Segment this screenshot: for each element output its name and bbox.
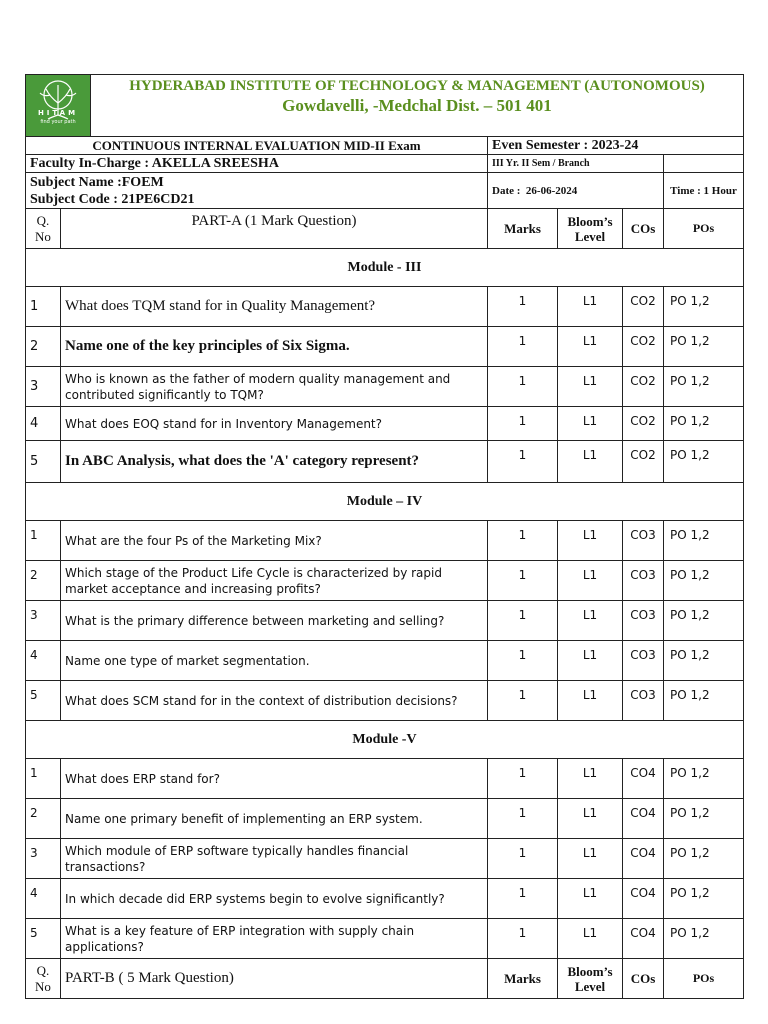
question-number: 3: [26, 839, 61, 879]
question-text: What are the four Ps of the Marketing Mix?: [61, 521, 488, 561]
question-co: CO3: [623, 561, 664, 601]
question-bloom-level: L1: [558, 327, 623, 367]
question-number: 2: [26, 561, 61, 601]
question-po: PO 1,2: [664, 799, 744, 839]
exam-table: [25, 74, 744, 999]
question-number: 3: [26, 601, 61, 641]
institute-name: HYDERABAD INSTITUTE OF TECHNOLOGY & MANAGEMENT (AUTONOMOUS): [129, 78, 705, 94]
question-co: CO4: [623, 839, 664, 879]
date-value: 26-06-2024: [525, 184, 578, 197]
question-bloom-level: L1: [558, 367, 623, 407]
part-b-qno-header: Q. No: [26, 959, 61, 999]
part-b-cos-header: COs: [623, 959, 664, 999]
question-po: PO 1,2: [664, 441, 744, 483]
question-bloom-level: L1: [558, 561, 623, 601]
module-title: Module -V: [26, 721, 744, 759]
module-row: [26, 249, 744, 287]
question-marks: 1: [488, 879, 558, 919]
question-row: [26, 561, 744, 601]
year-branch: III Yr. II Sem / Branch: [488, 155, 664, 173]
question-bloom-level: L1: [558, 407, 623, 441]
question-marks: 1: [488, 521, 558, 561]
question-number: 3: [26, 367, 61, 407]
question-marks: 1: [488, 367, 558, 407]
question-bloom-level: L1: [558, 521, 623, 561]
question-po: PO 1,2: [664, 641, 744, 681]
question-po: PO 1,2: [664, 681, 744, 721]
question-po: PO 1,2: [664, 839, 744, 879]
question-bloom-level: L1: [558, 759, 623, 799]
question-number: 5: [26, 441, 61, 483]
part-b-marks-header: Marks: [488, 959, 558, 999]
question-marks: 1: [488, 561, 558, 601]
question-marks: 1: [488, 441, 558, 483]
question-text: What is the primary difference between marketing and selling?: [61, 601, 488, 641]
question-co: CO3: [623, 641, 664, 681]
question-row: [26, 441, 744, 483]
part-b-pos-header: POs: [664, 959, 744, 999]
question-text: Name one primary benefit of implementing an ERP system.: [61, 799, 488, 839]
question-row: [26, 839, 744, 879]
hitam-logo: [26, 75, 91, 137]
question-co: CO4: [623, 879, 664, 919]
question-text: Name one type of market segmentation.: [61, 641, 488, 681]
question-po: PO 1,2: [664, 287, 744, 327]
question-number: 1: [26, 287, 61, 327]
question-co: CO2: [623, 407, 664, 441]
institute-header: [91, 75, 744, 137]
module-title: Module - III: [26, 249, 744, 287]
subject-name: Subject Name :FOEM: [30, 174, 164, 190]
question-co: CO3: [623, 521, 664, 561]
pos-header: POs: [664, 209, 744, 249]
question-bloom-level: L1: [558, 839, 623, 879]
question-number: 4: [26, 879, 61, 919]
semester: Even Semester : 2023-24: [488, 137, 744, 155]
qno-header: Q. No: [26, 209, 61, 249]
question-text: What does EOQ stand for in Inventory Management?: [61, 407, 488, 441]
question-co: CO2: [623, 367, 664, 407]
question-text: Which stage of the Product Life Cycle is characterized by rapid market acceptance and increasing profits?: [61, 561, 488, 601]
subject-code: Subject Code : 21PE6CD21: [30, 191, 195, 207]
question-text: What does SCM stand for in the context of distribution decisions?: [61, 681, 488, 721]
date-label: Date :: [492, 184, 521, 197]
time-cell: Time : 1 Hour: [664, 173, 744, 209]
question-po: PO 1,2: [664, 327, 744, 367]
question-po: PO 1,2: [664, 561, 744, 601]
logo-text: HITAM: [37, 109, 79, 117]
question-number: 1: [26, 759, 61, 799]
question-text: Name one of the key principles of Six Sigma.: [61, 327, 488, 367]
question-bloom-level: L1: [558, 919, 623, 959]
question-bloom-level: L1: [558, 799, 623, 839]
question-row: [26, 407, 744, 441]
marks-header: Marks: [488, 209, 558, 249]
question-row: [26, 681, 744, 721]
question-number: 1: [26, 521, 61, 561]
question-marks: 1: [488, 919, 558, 959]
branch-blank: [664, 155, 744, 173]
institute-address: Gowdavelli, -Medchal Dist. – 501 401: [282, 96, 552, 115]
date-cell: [488, 173, 664, 209]
question-row: [26, 601, 744, 641]
question-po: PO 1,2: [664, 759, 744, 799]
question-bloom-level: L1: [558, 287, 623, 327]
question-co: CO3: [623, 681, 664, 721]
module-row: [26, 483, 744, 521]
question-marks: 1: [488, 799, 558, 839]
question-marks: 1: [488, 601, 558, 641]
part-b-title: PART-B ( 5 Mark Question): [61, 959, 488, 999]
question-bloom-level: L1: [558, 601, 623, 641]
question-row: [26, 879, 744, 919]
exam-title: CONTINUOUS INTERNAL EVALUATION MID-II Exam: [26, 137, 488, 155]
question-number: 5: [26, 919, 61, 959]
question-marks: 1: [488, 641, 558, 681]
question-text: Which module of ERP software typically handles financial transactions?: [61, 839, 488, 879]
question-co: CO2: [623, 327, 664, 367]
question-text: What does ERP stand for?: [61, 759, 488, 799]
question-po: PO 1,2: [664, 407, 744, 441]
part-a-title: PART-A (1 Mark Question): [61, 209, 488, 249]
question-text: What does TQM stand for in Quality Management?: [61, 287, 488, 327]
question-row: [26, 641, 744, 681]
subject-info: [26, 173, 488, 209]
logo-tagline: find your path: [40, 119, 76, 125]
question-marks: 1: [488, 681, 558, 721]
question-bloom-level: L1: [558, 441, 623, 483]
question-po: PO 1,2: [664, 601, 744, 641]
part-b-bloom-header: Bloom’s Level: [558, 959, 623, 999]
question-row: [26, 799, 744, 839]
question-po: PO 1,2: [664, 521, 744, 561]
question-bloom-level: L1: [558, 879, 623, 919]
question-po: PO 1,2: [664, 367, 744, 407]
module-sections: [26, 249, 744, 959]
question-po: PO 1,2: [664, 919, 744, 959]
question-bloom-level: L1: [558, 681, 623, 721]
question-marks: 1: [488, 327, 558, 367]
question-po: PO 1,2: [664, 879, 744, 919]
question-row: [26, 327, 744, 367]
question-text: What is a key feature of ERP integration with supply chain applications?: [61, 919, 488, 959]
question-co: CO2: [623, 287, 664, 327]
question-text: In which decade did ERP systems begin to evolve significantly?: [61, 879, 488, 919]
question-row: [26, 367, 744, 407]
question-number: 4: [26, 407, 61, 441]
faculty-in-charge: Faculty In-Charge : AKELLA SREESHA: [26, 155, 488, 173]
question-row: [26, 759, 744, 799]
question-marks: 1: [488, 759, 558, 799]
question-row: [26, 521, 744, 561]
question-text: Who is known as the father of modern quality management and contributed significantly to TQM?: [61, 367, 488, 407]
question-co: CO4: [623, 759, 664, 799]
question-co: CO4: [623, 799, 664, 839]
exam-paper: [25, 74, 743, 999]
question-text: In ABC Analysis, what does the 'A' category represent?: [61, 441, 488, 483]
question-number: 5: [26, 681, 61, 721]
cos-header: COs: [623, 209, 664, 249]
bloom-header: Bloom’s Level: [558, 209, 623, 249]
question-co: CO4: [623, 919, 664, 959]
module-title: Module – IV: [26, 483, 744, 521]
question-marks: 1: [488, 407, 558, 441]
module-row: [26, 721, 744, 759]
question-bloom-level: L1: [558, 641, 623, 681]
question-number: 2: [26, 799, 61, 839]
question-co: CO2: [623, 441, 664, 483]
question-number: 2: [26, 327, 61, 367]
question-co: CO3: [623, 601, 664, 641]
question-marks: 1: [488, 287, 558, 327]
question-marks: 1: [488, 839, 558, 879]
question-row: [26, 287, 744, 327]
question-row: [26, 919, 744, 959]
question-number: 4: [26, 641, 61, 681]
